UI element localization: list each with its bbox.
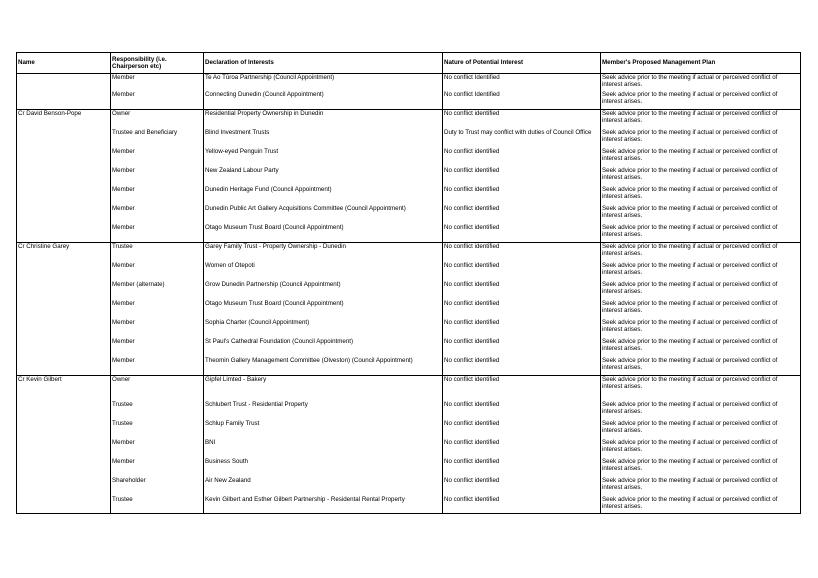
management-plan-cell: Seek advice prior to the meeting if actual or perceived conflict of interest arises. xyxy=(601,129,801,148)
declaration-cell: St Paul's Cathedral Foundation (Council Appointment) xyxy=(204,338,443,357)
table-row xyxy=(17,420,801,439)
responsibility-cell: Member xyxy=(111,91,204,110)
nature-cell: No conflict identified xyxy=(443,243,601,262)
nature-cell: No conflict identified xyxy=(443,110,601,129)
declaration-cell: Dunedin Heritage Fund (Council Appointment) xyxy=(204,186,443,205)
management-plan-cell: Seek advice prior to the meeting if actual or perceived conflict of interest arises. xyxy=(601,262,801,281)
management-plan-cell: Seek advice prior to the meeting if actual or perceived conflict of interest arises. xyxy=(601,338,801,357)
member-name-cell xyxy=(17,496,111,514)
management-plan-cell: Seek advice prior to the meeting if actual or perceived conflict of interest arises. xyxy=(601,281,801,300)
management-plan-cell: Seek advice prior to the meeting if actual or perceived conflict of interest arises. xyxy=(601,477,801,496)
table-row xyxy=(17,357,801,376)
nature-cell: No conflict identified xyxy=(443,420,601,439)
management-plan-cell: Seek advice prior to the meeting if actual or perceived conflict of interest arises. xyxy=(601,300,801,319)
declaration-cell: Gipfel Limted - Bakery xyxy=(204,376,443,401)
management-plan-cell: Seek advice prior to the meeting if actual or perceived conflict of interest arises. xyxy=(601,357,801,376)
responsibility-cell: Trustee xyxy=(111,420,204,439)
member-name-cell xyxy=(17,186,111,205)
nature-cell: Duty to Trust may conflict with duties of Council Office xyxy=(443,129,601,148)
responsibility-cell: Trustee and Beneficiary xyxy=(111,129,204,148)
table-row xyxy=(17,338,801,357)
responsibility-cell: Trustee xyxy=(111,243,204,262)
table-row xyxy=(17,91,801,110)
member-name-cell xyxy=(17,401,111,420)
header-row xyxy=(17,53,801,74)
management-plan-cell: Seek advice prior to the meeting if actual or perceived conflict of interest arises. xyxy=(601,91,801,110)
management-plan-cell: Seek advice prior to the meeting if actual or perceived conflict of interest arises. xyxy=(601,458,801,477)
declaration-cell: Yellow-eyed Penguin Trust xyxy=(204,148,443,167)
table-row xyxy=(17,148,801,167)
declaration-cell: Dunedin Public Art Gallery Acquisitions Committee (Council Appointment) xyxy=(204,205,443,224)
responsibility-cell: Member xyxy=(111,186,204,205)
nature-cell: No conflict identified xyxy=(443,477,601,496)
table-row xyxy=(17,243,801,262)
member-name-cell xyxy=(17,300,111,319)
nature-cell: No conflict Identified xyxy=(443,91,601,110)
member-name-cell xyxy=(17,129,111,148)
header-responsibility: Responsibility (i.e. Chairperson etc) xyxy=(111,53,204,74)
responsibility-cell: Owner xyxy=(111,376,204,401)
nature-cell: No conflict Identified xyxy=(443,74,601,91)
declaration-cell: Connecting Dunedin (Council Appointment) xyxy=(204,91,443,110)
nature-cell: No conflict identified xyxy=(443,439,601,458)
declaration-cell: Otago Museum Trust Board (Council Appointment) xyxy=(204,224,443,243)
member-name-cell xyxy=(17,319,111,338)
member-name-cell xyxy=(17,458,111,477)
table-row xyxy=(17,129,801,148)
nature-cell: No conflict identified xyxy=(443,224,601,243)
management-plan-cell: Seek advice prior to the meeting if actual or perceived conflict of interest arises. xyxy=(601,224,801,243)
nature-cell: No conflict identified xyxy=(443,376,601,401)
management-plan-cell: Seek advice prior to the meeting if actual or perceived conflict of interest arises. xyxy=(601,74,801,91)
register-of-interests-table xyxy=(16,52,801,514)
declaration-cell: Otago Museum Trust Board (Council Appointment) xyxy=(204,300,443,319)
management-plan-cell: Seek advice prior to the meeting if actual or perceived conflict of interest arises. xyxy=(601,186,801,205)
management-plan-cell: Seek advice prior to the meeting if actual or perceived conflict of interest arises. xyxy=(601,401,801,420)
responsibility-cell: Member xyxy=(111,439,204,458)
table-row xyxy=(17,319,801,338)
member-name-cell: Cr David Benson-Pope xyxy=(17,110,111,129)
management-plan-cell: Seek advice prior to the meeting if actual or perceived conflict of interest arises. xyxy=(601,167,801,186)
nature-cell: No conflict identified xyxy=(443,148,601,167)
declaration-cell: BNI xyxy=(204,439,443,458)
table-row xyxy=(17,376,801,401)
table-row xyxy=(17,110,801,129)
declaration-cell: Te Ao Tūroa Partnership (Council Appointment) xyxy=(204,74,443,91)
header-name: Name xyxy=(17,53,111,74)
management-plan-cell: Seek advice prior to the meeting if actual or perceived conflict of interest arises. xyxy=(601,205,801,224)
management-plan-cell: Seek advice prior to the meeting if actual or perceived conflict of interest arises. xyxy=(601,376,801,401)
member-name-cell: Cr Kevin Gilbert xyxy=(17,376,111,401)
member-name-cell xyxy=(17,91,111,110)
declaration-cell: Residential Property Ownership in Dunedin xyxy=(204,110,443,129)
member-name-cell xyxy=(17,224,111,243)
table-row xyxy=(17,401,801,420)
responsibility-cell: Member xyxy=(111,74,204,91)
member-name-cell xyxy=(17,74,111,91)
management-plan-cell: Seek advice prior to the meeting if actual or perceived conflict of interest arises. xyxy=(601,420,801,439)
declaration-cell: Schlup Family Trust xyxy=(204,420,443,439)
table-row xyxy=(17,224,801,243)
responsibility-cell: Owner xyxy=(111,110,204,129)
responsibility-cell: Member xyxy=(111,224,204,243)
member-name-cell xyxy=(17,205,111,224)
management-plan-cell: Seek advice prior to the meeting if actual or perceived conflict of interest arises. xyxy=(601,148,801,167)
table-row xyxy=(17,205,801,224)
declaration-cell: Blind Investment Trusts xyxy=(204,129,443,148)
responsibility-cell: Member xyxy=(111,148,204,167)
table-row xyxy=(17,74,801,91)
table-row xyxy=(17,281,801,300)
responsibility-cell: Trustee xyxy=(111,496,204,514)
table-row xyxy=(17,439,801,458)
member-name-cell: Cr Christine Garey xyxy=(17,243,111,262)
table-row xyxy=(17,262,801,281)
member-name-cell xyxy=(17,262,111,281)
member-name-cell xyxy=(17,420,111,439)
responsibility-cell: Member xyxy=(111,262,204,281)
nature-cell: No conflict identified xyxy=(443,281,601,300)
responsibility-cell: Member xyxy=(111,357,204,376)
declaration-cell: Sophia Charter (Council Appointment) xyxy=(204,319,443,338)
declaration-cell: Grow Dunedin Partnership (Council Appointment) xyxy=(204,281,443,300)
responsibility-cell: Member xyxy=(111,300,204,319)
table-row xyxy=(17,496,801,514)
table-row xyxy=(17,167,801,186)
responsibility-cell: Member xyxy=(111,205,204,224)
nature-cell: No conflict identified xyxy=(443,338,601,357)
declaration-cell: Business South xyxy=(204,458,443,477)
responsibility-cell: Member xyxy=(111,458,204,477)
table-row xyxy=(17,458,801,477)
declaration-cell: New Zealand Labour Party xyxy=(204,167,443,186)
responsibility-cell: Member xyxy=(111,338,204,357)
nature-cell: No conflict identified xyxy=(443,401,601,420)
declaration-cell: Garey Family Trust - Property Ownership - Dunedin xyxy=(204,243,443,262)
header-plan: Member's Proposed Management Plan xyxy=(601,53,801,74)
nature-cell: No conflict identified xyxy=(443,496,601,514)
member-name-cell xyxy=(17,439,111,458)
member-name-cell xyxy=(17,338,111,357)
nature-cell: No conflict identified xyxy=(443,205,601,224)
management-plan-cell: Seek advice prior to the meeting if actual or perceived conflict of interest arises. xyxy=(601,110,801,129)
responsibility-cell: Trustee xyxy=(111,401,204,420)
member-name-cell xyxy=(17,148,111,167)
declaration-cell: Theomin Gallery Management Committee (Olveston) (Council Appointment) xyxy=(204,357,443,376)
responsibility-cell: Member xyxy=(111,319,204,338)
nature-cell: No conflict identified xyxy=(443,167,601,186)
declaration-cell: Air New Zealand xyxy=(204,477,443,496)
nature-cell: No conflict identified xyxy=(443,262,601,281)
header-nature: Nature of Potential Interest xyxy=(443,53,601,74)
management-plan-cell: Seek advice prior to the meeting if actual or perceived conflict of interest arises. xyxy=(601,319,801,338)
nature-cell: No conflict identified xyxy=(443,186,601,205)
declaration-cell: Kevin Gilbert and Esther Gilbert Partnership - Residental Rental Property xyxy=(204,496,443,514)
declaration-cell: Women of Ōtepoti xyxy=(204,262,443,281)
management-plan-cell: Seek advice prior to the meeting if actual or perceived conflict of interest arises. xyxy=(601,496,801,514)
management-plan-cell: Seek advice prior to the meeting if actual or perceived conflict of interest arises. xyxy=(601,439,801,458)
responsibility-cell: Member (alternate) xyxy=(111,281,204,300)
table-row xyxy=(17,186,801,205)
member-name-cell xyxy=(17,167,111,186)
declaration-cell: Schlubert Trust - Residential Property xyxy=(204,401,443,420)
responsibility-cell: Shareholder xyxy=(111,477,204,496)
member-name-cell xyxy=(17,281,111,300)
responsibility-cell: Member xyxy=(111,167,204,186)
table-row xyxy=(17,300,801,319)
nature-cell: No conflict identified xyxy=(443,357,601,376)
nature-cell: No conflict identified xyxy=(443,458,601,477)
header-declaration: Declaration of Interests xyxy=(204,53,443,74)
table-row xyxy=(17,477,801,496)
table-body xyxy=(17,74,801,514)
nature-cell: No conflict identified xyxy=(443,300,601,319)
management-plan-cell: Seek advice prior to the meeting if actual or perceived conflict of interest arises. xyxy=(601,243,801,262)
nature-cell: No conflict identified xyxy=(443,319,601,338)
member-name-cell xyxy=(17,477,111,496)
member-name-cell xyxy=(17,357,111,376)
